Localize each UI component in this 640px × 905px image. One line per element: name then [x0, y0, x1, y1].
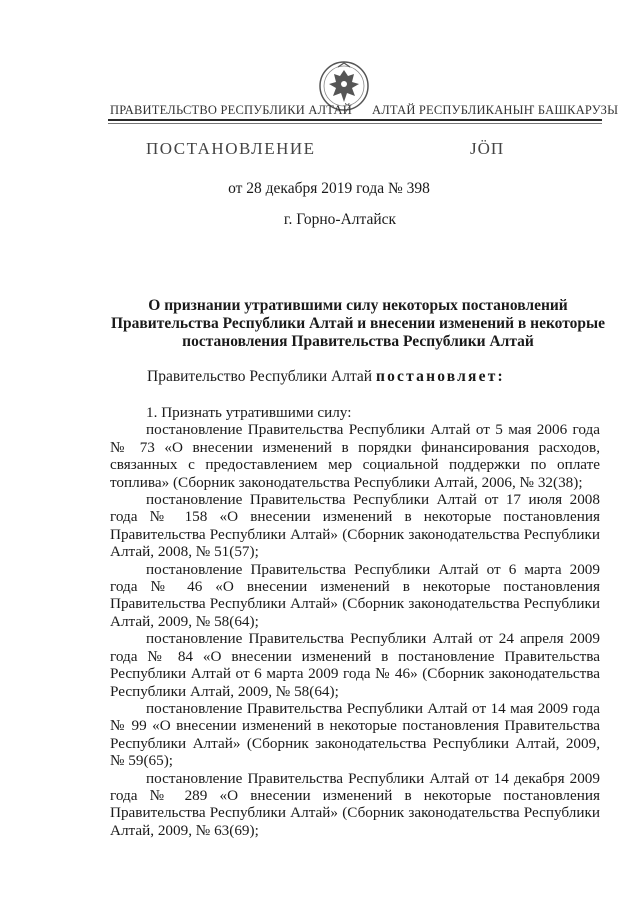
preamble-text: Правительство Республики Алтай	[147, 368, 373, 385]
doc-type-ru: ПОСТАНОВЛЕНИЕ	[146, 139, 316, 158]
preamble-decree-word: постановляет:	[375, 368, 505, 385]
header-government-altai: АЛТАЙ РЕСПУБЛИКАНЫҤ БАШКАРУЗЫ	[372, 103, 619, 117]
list-item: постановление Правительства Республики Алтай от 5 мая 2006 года № 73 «О внесении изменений в порядки финансирования расходов, связанных с предоставлением мер социальной поддержки по оплате топлива» (Сборник законодательства Республики Алтай, 2006, № 32(38);	[110, 421, 600, 491]
document-body	[110, 404, 600, 839]
preamble	[147, 368, 505, 386]
item-1-heading: 1. Признать утратившими силу:	[146, 404, 352, 421]
list-item: постановление Правительства Республики Алтай от 14 декабря 2009 года № 289 «О внесении изменений в некоторые постановления Правительства Республики Алтай» (Сборник законодательства Республики Алтай, 2009, № 63(69);	[110, 769, 600, 839]
document-title: О признании утратившими силу некоторых постановлений Правительства Республики Алтай и внесении изменений в некоторые постановления Правительства Республики Алтай	[110, 297, 605, 350]
list-item: постановление Правительства Республики Алтай от 17 июля 2008 года № 158 «О внесении изменений в некоторые постановления Правительства Республики Алтай» (Сборник законодательства Республики Алтай, 2008, № 51(57);	[110, 491, 600, 561]
document-city: г. Горно-Алтайск	[283, 211, 397, 228]
list-item: постановление Правительства Республики Алтай от 6 марта 2009 года № 46 «О внесении изменений в некоторые постановления Правительства Республики Алтай» (Сборник законодательства Республики Алтай, 2009, № 58(64);	[110, 560, 600, 630]
doc-type-altai: JÖП	[470, 139, 505, 158]
list-item: постановление Правительства Республики Алтай от 14 мая 2009 года № 99 «О внесении изменений в некоторые постановления Правительства Республики Алтай» (Сборник законодательства Республики Алтай, 2009, № 59(65);	[110, 699, 600, 770]
header-rule-thin	[108, 123, 602, 124]
header-government-ru: ПРАВИТЕЛЬСТВО РЕСПУБЛИКИ АЛТАЙ	[110, 103, 352, 117]
header-rule-thick	[108, 119, 602, 121]
list-item: постановление Правительства Республики Алтай от 24 апреля 2009 года № 84 «О внесении изменений в постановление Правительства Республики Алтай от 6 марта 2009 года № 46» (Сборник законодательства Республики Алтай, 2009, № 58(64);	[110, 630, 600, 700]
document-date-number: от 28 декабря 2019 года № 398	[228, 180, 430, 197]
